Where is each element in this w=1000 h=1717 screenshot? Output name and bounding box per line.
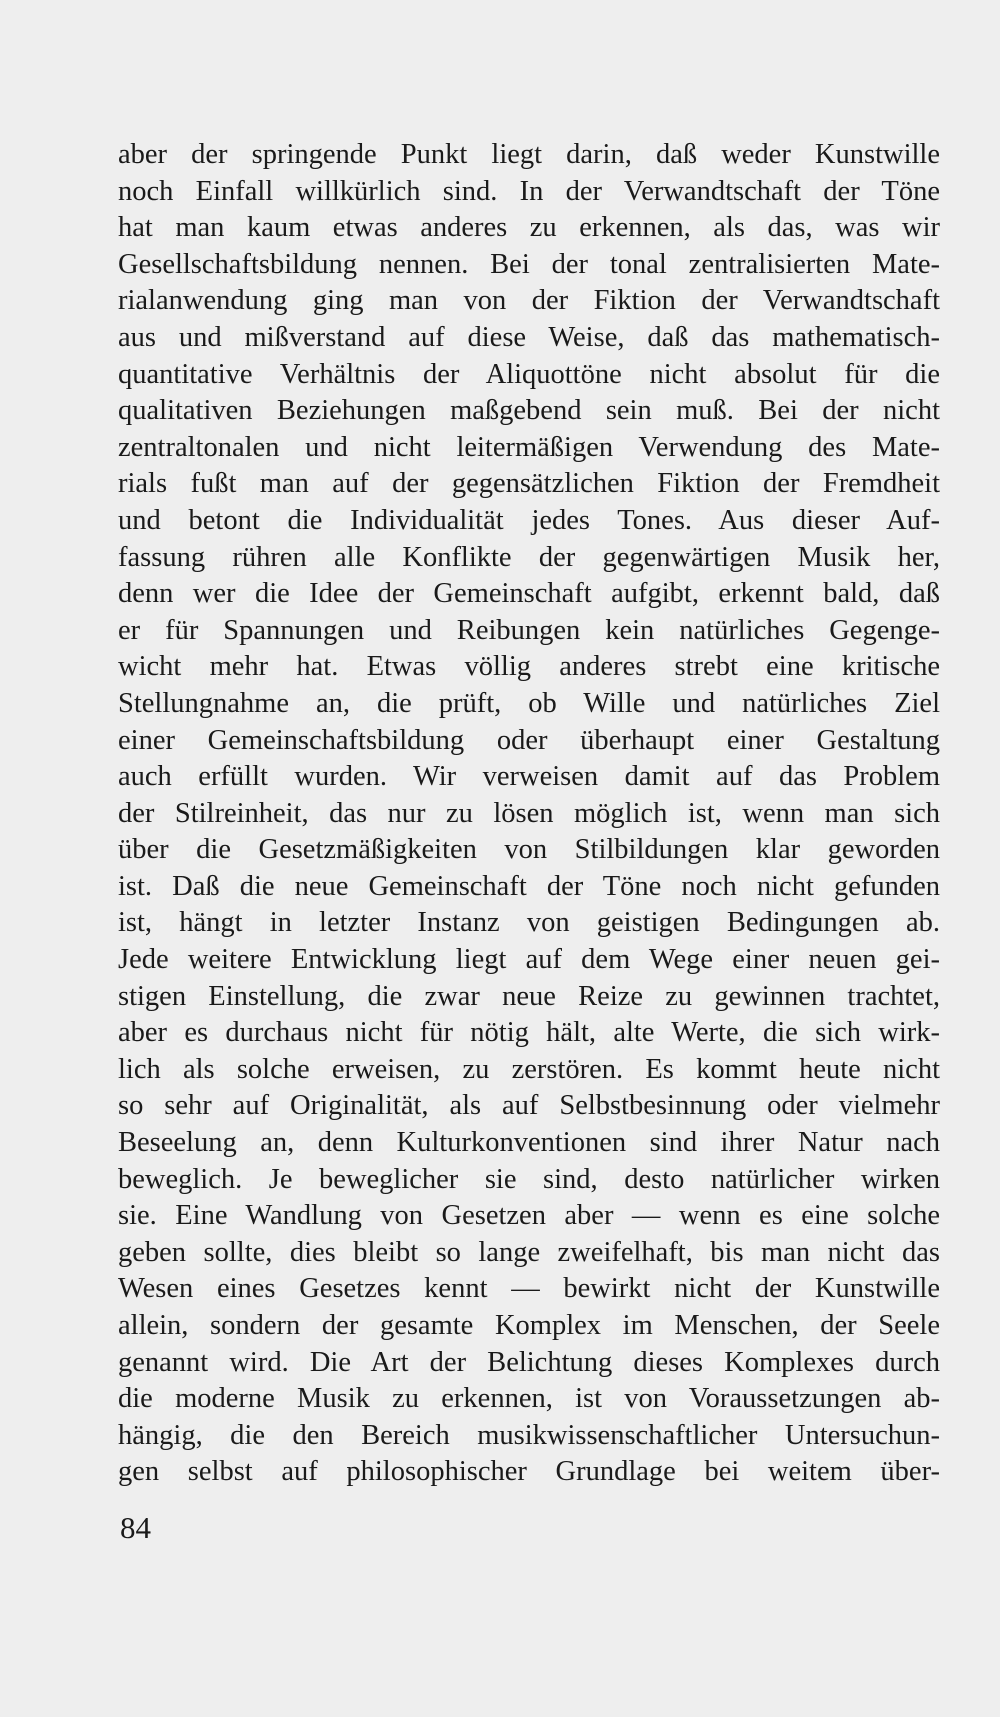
text-line: beweglich. Je beweglicher sie sind, desto natürlicher wirken bbox=[118, 1163, 940, 1195]
text-line: sie. Eine Wandlung von Gesetzen aber — wenn es eine solche bbox=[118, 1200, 940, 1232]
text-line: der Stilreinheit, das nur zu lösen möglich ist, wenn man sich bbox=[118, 797, 940, 829]
text-line: auch erfüllt wurden. Wir verweisen damit auf das Problem bbox=[118, 761, 940, 793]
text-line: allein, sondern der gesamte Komplex im Menschen, der Seele bbox=[118, 1310, 940, 1341]
text-line: stigen Einstellung, die zwar neue Reize zu gewinnen trachtet, bbox=[118, 980, 940, 1012]
text-line: rials fußt man auf der gegensätzlichen Fiktion der Fremdheit bbox=[118, 468, 940, 500]
text-line: hängig, die den Bereich musikwissenschaftlicher Untersuchun- bbox=[118, 1419, 940, 1451]
text-line: die moderne Musik zu erkennen, ist von Voraussetzungen ab- bbox=[118, 1383, 940, 1415]
text-line: er für Spannungen und Reibungen kein natürliches Gegenge- bbox=[118, 614, 940, 646]
text-line: ist, hängt in letzter Instanz von geistigen Bedingungen ab. bbox=[118, 907, 940, 939]
text-line: qualitativen Beziehungen maßgebend sein muß. Bei der nicht bbox=[118, 395, 940, 427]
text-line: rialanwendung ging man von der Fiktion der Verwandtschaft bbox=[118, 285, 940, 317]
text-line: wicht mehr hat. Etwas völlig anderes strebt eine kritische bbox=[118, 651, 940, 683]
text-line: Beseelung an, denn Kulturkonventionen sind ihrer Natur nach bbox=[118, 1127, 940, 1159]
text-line: fassung rühren alle Konflikte der gegenwärtigen Musik her, bbox=[118, 541, 940, 573]
text-line: aus und mißverstand auf diese Weise, daß das mathematisch- bbox=[118, 321, 940, 353]
text-line: genannt wird. Die Art der Belichtung dieses Komplexes durch bbox=[118, 1346, 940, 1378]
text-line: noch Einfall willkürlich sind. In der Verwandtschaft der Töne bbox=[118, 175, 940, 207]
text-line: gen selbst auf philosophischer Grundlage bei weitem über- bbox=[118, 1456, 940, 1488]
text-line: quantitative Verhältnis der Aliquottöne nicht absolut für die bbox=[118, 358, 940, 390]
text-line: und betont die Individualität jedes Tones. Aus dieser Auf- bbox=[118, 504, 940, 536]
text-line: aber der springende Punkt liegt darin, daß weder Kunstwille bbox=[118, 139, 940, 170]
text-line: zentraltonalen und nicht leitermäßigen Verwendung des Mate- bbox=[118, 431, 940, 463]
text-line: geben sollte, dies bleibt so lange zweifelhaft, bis man nicht das bbox=[118, 1236, 940, 1268]
text-line: so sehr auf Originalität, als auf Selbstbesinnung oder vielmehr bbox=[118, 1090, 940, 1122]
text-line: einer Gemeinschaftsbildung oder überhaupt einer Gestaltung bbox=[118, 724, 940, 756]
page-number: 84 bbox=[120, 1510, 151, 1545]
text-line: aber es durchaus nicht für nötig hält, alte Werte, die sich wirk- bbox=[118, 1017, 940, 1049]
text-line: Gesellschaftsbildung nennen. Bei der tonal zentralisierten Mate- bbox=[118, 248, 940, 280]
text-line: Stellungnahme an, die prüft, ob Wille und natürliches Ziel bbox=[118, 687, 940, 719]
text-line: Jede weitere Entwicklung liegt auf dem Wege einer neuen gei- bbox=[118, 944, 940, 976]
text-line: Wesen eines Gesetzes kennt — bewirkt nicht der Kunstwille bbox=[118, 1273, 940, 1305]
text-line: lich als solche erweisen, zu zerstören. Es kommt heute nicht bbox=[118, 1053, 940, 1085]
body-text bbox=[118, 137, 940, 1491]
text-line: ist. Daß die neue Gemeinschaft der Töne noch nicht gefunden bbox=[118, 870, 940, 902]
text-line: hat man kaum etwas anderes zu erkennen, als das, was wir bbox=[118, 212, 940, 244]
text-line: denn wer die Idee der Gemeinschaft aufgibt, erkennt bald, daß bbox=[118, 578, 940, 610]
text-line: über die Gesetzmäßigkeiten von Stilbildungen klar geworden bbox=[118, 834, 940, 866]
